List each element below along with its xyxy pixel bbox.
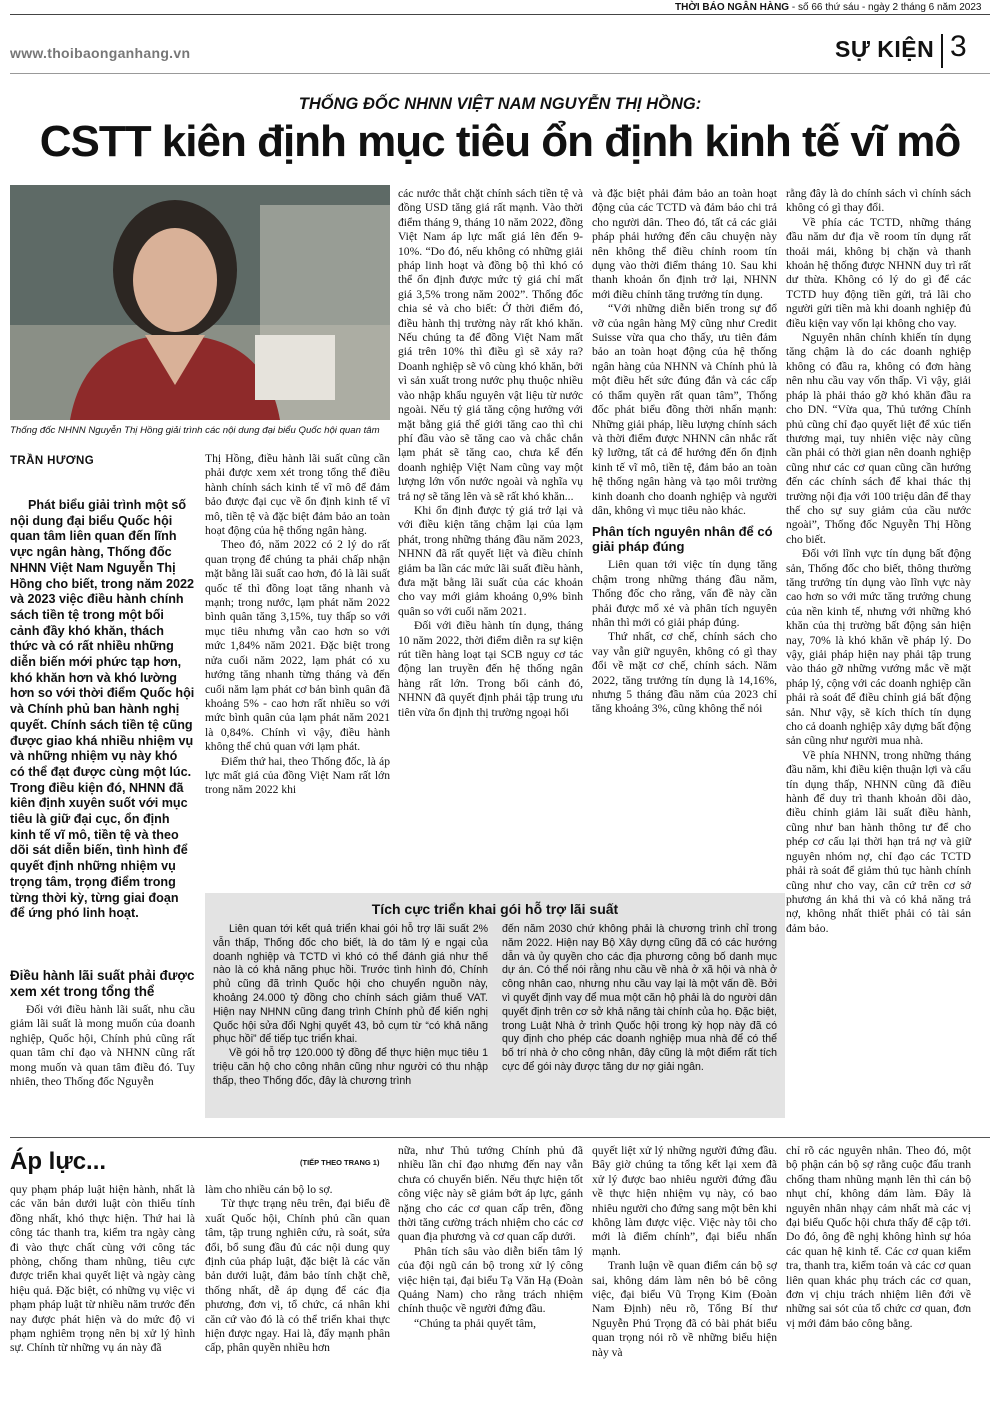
continued-label: (TIẾP THEO TRANG 1): [300, 1158, 380, 1167]
photo-caption: Thống đốc NHNN Nguyễn Thị Hồng giải trình các nội dung đại biểu Quốc hội quan tâm: [10, 425, 380, 436]
bottom-c3-text-c: “Chúng ta phải quyết tâm,: [414, 1316, 537, 1330]
bottom-c1-text: quy phạm pháp luật hiện hành, nhất là các văn bản dưới luật còn thiếu tính đồng nhất, khó thực hiện. Thứ hai là công tác thanh tra, kiểm tra ngày càng đi vào thực chất cùng với công tác phòng, chống tham nhũng, tiêu cực được triển khai quyết liệt và ngày càng hiệu quả. Đặc biệt, có những vụ việc vi phạm pháp luật từ nhiều năm trước đến nay được phát hiện và do mức độ vi phạm nghiêm trọng nên bị xử lý hình sự. Chính từ những vụ án này đã: [10, 1183, 195, 1355]
c5-paragraph-5: Về phía NHNN, trong những tháng đầu năm, khi điều kiện thuận lợi và cấu tín dụng thấp, NHNN cũng đã điều hành để duy trì thanh khoản dồi dào, điều chỉnh giảm lãi suất điều hành, cũng như ban hành thông tư để cho phép cơ cấu lại thời hạn trả nợ và giữ nguyên nhóm nợ, chỉ đạo các TCTD phải rà soát để giảm thủ tục hành chính cũng như cho vay, cân cứ trên cơ sở phương án khả thi và có khả năng trả nợ, không nhất thiết phải có tài sản đảm bảo.: [786, 748, 971, 935]
bottom-section-rule: [10, 1137, 990, 1138]
box-paragraph-3: đến năm 2030 chứ không phải là chương trình chỉ trong năm 2022. Hiện nay Bộ Xây dựng cũng đã có các hướng dẫn và ủy quyền cho các địa phương công bố danh mục dự án. Có thể nói rằng nhu cầu về nhà ở xã hội và nhà ở công nhân cao, nhưng nhu cầu vay lại là một vấn đề. Bởi vì quyết định vay để mua một căn hộ phải là do người dân quyết định trên cơ sở khả năng tài chính của họ. Đặc biệt, trong Luật Nhà ở trình Quốc hội trong kỳ họp này đã có quy định cho phép các doanh nghiệp mua nhà để có thể bố trí nhà ở cho công nhân, đây cũng là một điểm rất tích cực để gói này được tăng dư nợ giải ngân.: [502, 923, 777, 1073]
c2-paragraph-2: Theo đó, năm 2022 có 2 lý do rất quan trọng để chúng ta phải chấp nhận mặt bằng lãi suất cao hơn, đó là lãi suất quốc tế thì đồng loạt tăng nhanh và mạnh; trong nước, lạm phát năm 2022 bình quân tăng 3,15%, tuy thấp so với mục tiêu nhưng vẫn cao hơn so với mức 1,84% năm 2021. Đặc biệt trong nửa cuối năm 2022, lạm phát có xu hướng tăng nhanh từng tháng và đến cuối năm lạm phát cơ bản bình quân đã khoảng 5% - cao hơn rất nhiều so với mức bình quân của lạm phát năm 2021 là 0,84%. Chính vì vậy, điều hành không thể chủ quan với lạm phát.: [205, 538, 390, 754]
bottom-column-3: [398, 1144, 583, 1331]
section-divider: [941, 34, 943, 68]
header-rule: [10, 73, 990, 74]
bottom-c2-text-b: Từ thực trạng nêu trên, đại biểu đề xuất Quốc hội, Chính phủ cần quan tâm, tập trung nghiên cứu, rà soát, sửa đổi, bổ sung đầu đủ các nội dung quy định của pháp luật, đặc biệt là các văn bản dưới luật, đảm bảo tính chặt chẽ, thống nhất, dễ áp dụng để các địa phương, đơn vị, tổ chức, cá nhân khi căn cứ vào đó là có thể triển khai thực hiện được ngay. Hai là, đẩy mạnh phân cấp, phân quyền nhiều hơn: [205, 1197, 390, 1355]
bottom-c3-text: nữa, như Thủ tướng Chính phủ đã nhiều lần chỉ đạo nhưng đến nay vẫn chưa có chuyển biến. Nếu thực hiện tốt công việc này sẽ giảm bớt áp lực, gánh nặng cho các cơ quan cấp trên, đồng thời tăng cường trách nhiệm cho các cơ quan địa phương và cơ quan cấp dưới.: [398, 1144, 583, 1244]
bottom-column-4: [592, 1144, 777, 1360]
c4-paragraph-3: Liên quan tới việc tín dụng tăng chậm trong những tháng đầu năm, Thống đốc cho rằng, vấn đề này cần phải được mổ xẻ và phân tích nguyên nhân thì mới có giải pháp đúng.: [592, 558, 777, 629]
box-paragraph-2: Về gói hỗ trợ 120.000 tỷ đồng để thực hiện mục tiêu 1 triệu căn hộ cho công nhân cũng như người có thu nhập thấp, theo Thống đốc, đây là chương trình: [213, 1047, 488, 1087]
c5-paragraph-3: Nguyên nhân chính khiến tín dụng tăng chậm là do các doanh nghiệp không có đầu ra, không có đơn hàng nên nhu cầu vay vốn thấp. Vì vậy, giải pháp là phải tháo gỡ khó khăn đầu ra cho DN. “Vừa qua, Thủ tướng Chính phủ cũng chỉ đạo quyết liệt để xúc tiến thương mại, tuy nhiên việc này cũng cần phải có thời gian nên doanh nghiệp cũng như các cơ quan cũng cần hướng đến các chính sách để khai thác thị trường nội địa với 100 triệu dân để thay thế cho sự suy giảm của cầu nước ngoài”, Thống đốc Nguyễn Thị Hồng cho biết.: [786, 331, 971, 546]
bottom-c3-text-b: Phân tích sâu vào diễn biến tâm lý của đội ngũ cán bộ trong xử lý công việc hiện tại, đại biểu Tạ Văn Hạ (Đoàn Quảng Nam) cho rằng trách nhiệm chính thuộc về người đứng đầu.: [398, 1244, 583, 1316]
bottom-column-2: [205, 1183, 390, 1356]
subhead-cause-analysis: Phân tích nguyên nhân để có giải pháp đúng: [592, 524, 773, 555]
bottom-story-title: Áp lực...: [10, 1148, 107, 1175]
column-5-body: [786, 187, 971, 936]
c5-paragraph-1: rằng đây là do chính sách vì chính sách không có gì thay đổi.: [786, 187, 971, 215]
lead-text: Phát biểu giải trình một số nội dung đại biểu Quốc hội quan tâm liên quan đến lĩnh vực ngân hàng, Thống đốc NHNN Việt Nam Nguyễn Thị Hồng cho biết, trong năm 2022 và 2023 việc điều hành chính sách tiền tệ trong một bối cảnh đầy khó khăn, thách thức và có rất nhiều những diễn biến mới phức tạp hơn, khó khăn hơn và khó lường hơn so với thời điểm Quốc hội và Chính phủ ban hành nghị quyết. Chính sách tiền tệ cũng được giao khá nhiều nhiệm vụ và những nhiệm vụ này khó có thể đạt được cùng một lúc. Trong điều kiện đó, NHNN đã kiên định xuyên suốt với mục tiêu là giữ đại cục, ổn định kinh tế vĩ mô, tiền tệ và theo dõi sát diễn biến, tình hình để quyết định những nhiệm vụ trọng tâm, trọng điểm trong từng thời kỳ, từng giai đoạn để ứng phó linh hoạt.: [10, 498, 195, 921]
interest-support-box: [205, 893, 785, 1118]
bottom-column-5: [786, 1144, 971, 1331]
issue-info: - số 66 thứ sáu - ngày 2 tháng 6 năm 2023: [791, 2, 982, 13]
article-kicker: THỐNG ĐỐC NHNN VIỆT NAM NGUYỄN THỊ HỒNG:: [298, 95, 702, 113]
column-3-body: [398, 187, 583, 720]
bottom-c4-text-b: Tranh luận về quan điểm cán bộ sợ sai, không dám làm nên bỏ bê công việc, đại biểu Vũ Trọng Kim (Đoàn Nam Định) nêu rõ, Tổng Bí thư Nguyễn Phú Trọng đã có bài phát biểu quan trọng nói rõ về những biểu hiện này và: [592, 1259, 777, 1359]
box-title: Tích cực triển khai gói hỗ trợ lãi suất: [371, 901, 619, 917]
column-1-body: [10, 968, 195, 1089]
box-column-2: [502, 923, 777, 1075]
bottom-column-1: [10, 1183, 195, 1356]
bottom-c4-text: quyết liệt xử lý những người đứng đầu. Bây giờ chúng ta tổng kết lại xem đã xử lý được bao nhiêu người đứng đầu về thực hiện nhiệm vụ này, có bao nhiêu người cho đứng sang một bên khi không làm được việc. Việc này tôi cho mới là điểm chính”, đại biểu nhấn mạnh.: [592, 1144, 777, 1258]
section-label: SỰ KIỆN: [835, 36, 935, 62]
author-byline: TRẦN HƯƠNG: [10, 455, 95, 467]
masthead-publication: [675, 2, 981, 13]
masthead-rule: [10, 14, 990, 15]
column-4-body: [592, 187, 777, 717]
c3-paragraph-1: các nước thắt chặt chính sách tiền tệ và đồng USD tăng giá rất mạnh. Vào thời điểm tháng 9, tháng 10 năm 2022, đồng Việt Nam áp lực mất giá lên đến 9-10%. “Do đó, nếu không có những giải pháp linh hoạt và đồng bộ thì khó có thể ổn định được mức tỷ giá chỉ mất giá 3,5% trong năm 2002”. Thống đốc chia sẻ và cho biết: Ở thời điểm đó, điều hành thị trường này rất khó khăn. Nếu chúng ta để đồng Việt Nam mất giá trên 10% thì điều gì sẽ xảy ra? Doanh nghiệp sẽ vô cùng khó khăn, bởi vì sản xuất trong nước phụ thuộc nhiều vào nhập khẩu nguyên vật liệu từ nước ngoài. Nếu tỷ giá tăng cộng hưởng với mặt bằng giá thế giới tăng cao thì chi phí đầu vào sẽ tăng cao và chắc chắn lạm phát sẽ tăng cao, chưa kể đến doanh nghiệp Việt Nam cũng vay một lượng lớn vốn nước ngoài và nghĩa vụ trả nợ sẽ tăng lên và sẽ rất khó khăn...: [398, 187, 583, 503]
box-column-1: [213, 923, 488, 1089]
bottom-c2-text: làm cho nhiều cán bộ lo sợ.: [205, 1183, 333, 1196]
governor-photo: [10, 185, 390, 420]
c1-paragraph-1: Đối với điều hành lãi suất, nhu cầu giảm lãi suất là mong muốn của doanh nghiệp, Quốc hội, Chính phủ cũng rất quan tâm chỉ đạo và NHNN cũng rất mong muốn và quan tâm điều đó. Tuy nhiên, theo Thống đốc Nguyễn: [10, 1003, 195, 1089]
c4-paragraph-4: Thứ nhất, cơ chế, chính sách cho vay vẫn giữ nguyên, không có gì thay đổi về mặt cơ chế, chính sách. Năm 2022, tăng trưởng tín dụng là 14,16%, nhưng 5 tháng đầu năm của 2023 chỉ tăng khoảng 3%, cũng không thể nói: [592, 630, 777, 716]
c2-paragraph-3: Điểm thứ hai, theo Thống đốc, là áp lực mất giá của đồng Việt Nam rất lớn trong năm 2022 khi: [205, 754, 390, 797]
masthead-top-bar: [0, 0, 1000, 16]
article-headline: CSTT kiên định mục tiêu ổn định kinh tế vĩ mô: [39, 117, 961, 166]
box-paragraph-1: Liên quan tới kết quả triển khai gói hỗ trợ lãi suất 2% vẫn thấp, Thống đốc cho biết, là do tâm lý e ngại của doanh nghiệp và TCTD vì khó có thể đánh giá như thế nào là có khả năng phục hồi. Trước tình hình đó, Chính phủ cũng đã trình Quốc hội cho chuyển nguồn này, khoảng 24.000 tỷ đồng cho chính sách giảm thuế VAT. Hiện nay NHNN cũng đang trình Chính phủ để kiến nghị Quốc hội sửa đổi Nghị quyết 43, bỏ cụm từ “có khả năng phục hồi” để tiếp tục triển khai.: [213, 923, 488, 1046]
c5-paragraph-4: Đối với lĩnh vực tín dụng bất động sản, Thống đốc cho biết, thông thường tăng trưởng tín dụng vào lĩnh vực này cao hơn so với mức tăng trưởng chung của nền kinh tế, nhưng với những khó khăn của thị trường bất động sản hiện nay, 70% là khó khăn về pháp lý. Do vậy, giải pháp hiện nay phải tập trung vào tháo gỡ những vướng mắc về mặt pháp lý, cộng với các doanh nghiệp cần phải rà soát để điều chỉnh giá bất động sản. Như vậy, sẽ kích thích tín dụng cho cả doanh nghiệp xây dựng bất động sản cũng như người mua nhà.: [786, 547, 971, 748]
photo-illustration: [10, 185, 390, 420]
column-2-body: [205, 452, 390, 798]
website-url: www.thoibaonganhang.vn: [10, 45, 191, 61]
article-lead: [10, 498, 195, 922]
publication-name: THỜI BÁO NGÂN HÀNG: [675, 2, 790, 13]
c3-paragraph-2: Khi ổn định được tỷ giá trở lại và với điều kiện tăng chậm lại của lạm phát, trong những tháng đầu năm 2023, NHNN đã rất quyết liệt và điều chỉnh giảm ba lần các mức lãi suất điều hành, đưa mặt bằng lãi suất của các khoản cho vay mới giảm khoảng 0,9% bình quân so với cuối năm 2021.: [398, 503, 583, 618]
page-number: 3: [950, 30, 967, 63]
c2-paragraph-1: Thị Hồng, điều hành lãi suất cũng cần phải được xem xét trong tổng thể điều hành chính sách kinh tế vĩ mô để đảm bảo được đại cục về ổn định kinh tế vĩ mô, tiền tệ và đặc biệt đảm bảo an toàn hoạt động của hệ thống ngân hàng.: [205, 452, 390, 538]
bottom-c5-text: chỉ rõ các nguyên nhân. Theo đó, một bộ phận cán bộ sợ rằng cuộc đấu tranh chống tham nhũng mạnh lên thì cán bộ nhụt chí, không dám làm. Đây là nguyên nhân nhạy cảm nhất mà các vị đại biểu Quốc hội chưa thấy để cập tới. Do đó, ông đề nghị không hình sự hóa các quan hệ kinh tế. Các cơ quan kiểm tra, thanh tra, kiểm toán và các cơ quan liên quan khác phụ trách các cơ quan, đơn vị chịu trách nhiệm liên đới về những sai sót của tổ chức cơ quan, đơn vị mới đảm bảo công bằng.: [786, 1144, 971, 1330]
c3-paragraph-3: Đối với điều hành tín dụng, tháng 10 năm 2022, thời điểm diễn ra sự kiện rút tiền hàng loạt tại SCB nguy cơ tác động lan truyền đến hệ thống ngân hàng rất lớn. Trong bối cảnh đó, NHNN đã quyết định phải tập trung ưu tiên vừa ổn định thị trường ngoại hối: [398, 619, 583, 719]
subhead-interest-rate: Điều hành lãi suất phải được xem xét trong tổng thể: [10, 968, 195, 999]
c5-paragraph-2: Về phía các TCTD, những tháng đầu năm dư địa về room tín dụng rất thoải mái, không bị chặn và thanh khoản hệ thống được NHNN duy trì rất dư thừa. Không có lý do gì để các TCTD huy động tiền gửi, trả lãi cho người gửi tiền mà khi doanh nghiệp đủ điều kiện vay vốn lại không cho vay.: [786, 215, 971, 330]
c4-paragraph-1: và đặc biệt phải đảm bảo an toàn hoạt động của các TCTD và đảm bảo chi trả cho người dân. Theo đó, tất cả các giải pháp phải hướng đến câu chuyện này nên không thể điều chỉnh room tín dụng vào thời điểm tháng 10. Sau khi thanh khoản ổn định trở lại, NHNN mới điều chỉnh tăng trưởng tín dụng.: [592, 187, 777, 301]
c4-paragraph-2: “Với những diễn biến trong sự đổ vỡ của ngân hàng Mỹ cũng như Credit Suisse vừa qua cho thấy, ưu tiên đảm bảo an toàn hoạt động của hệ thống ngân hàng của NHNN và Chính phủ là một điều hết sức đúng đắn và các cấp có thẩm quyền rất quan tâm”, Thống đốc phát biểu đồng thời nhấn mạnh: Những giải pháp, liều lượng chính sách và thời điểm được NHNN cân nhắc rất kỹ lưỡng, tất cả để hướng đến ổn định kinh tế vĩ mô, tiền tệ, đảm bảo an toàn hệ thống ngân hàng và tạo môi trường kinh doanh cho doanh nghiệp và người dân, không vì mục tiêu nào khác.: [592, 302, 777, 517]
